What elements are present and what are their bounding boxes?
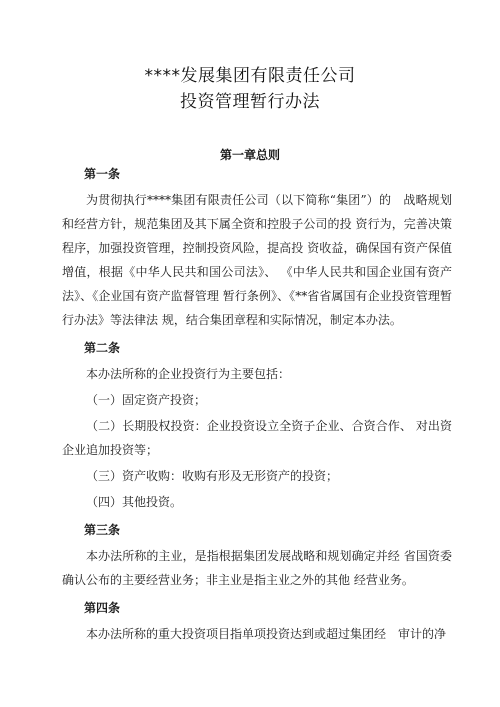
article-2-item-3: （三）资产收购：收购有形及无形资产的投资； bbox=[86, 469, 339, 483]
title-company-line: ****发展集团有限责任公司 bbox=[144, 66, 356, 86]
article-3-heading: 第三条 bbox=[84, 523, 121, 537]
article-2-intro: 本办法所称的企业投资行为主要包括： bbox=[86, 367, 291, 381]
article-2-item-1: （一）固定资产投资； bbox=[86, 393, 207, 407]
chapter-heading: 第一章总则 bbox=[219, 148, 280, 162]
article-3-paragraph: 本办法所称的主业，是指根据集团发展战略和规划确定并经 省国资委确认公布的主要经营业务；非主业是指主业之外的其他 经营业务。 bbox=[62, 549, 452, 587]
title-regulation-line: 投资管理暂行办法 bbox=[180, 92, 320, 112]
article-1-paragraph: 为贯彻执行****集团有限责任公司（以下简称“集团”）的 战略规划和经营方针，规范集团及其下属全资和控股子公司的投 资行为，完善决策程序，加强投资管理，控制投资风险，提高投 资收益，确保国有资产保值增值，根据《中华人民共和国公司法》、 《中华人民共和国企业国有资产法》、《企业国有资产监督管理 暂行条例》、《**省省属国有企业投资管理暂行办法》等法律法 规，结合集团章程和实际情况，制定本办法。 bbox=[62, 193, 452, 327]
article-4-heading: 第四条 bbox=[84, 601, 121, 615]
document-title bbox=[0, 63, 500, 115]
article-2-item-4: （四）其他投资。 bbox=[86, 495, 183, 509]
document-body bbox=[62, 158, 452, 646]
article-1-heading: 第一条 bbox=[84, 167, 121, 181]
article-2-item-2: （二）长期股权投资：企业投资设立全资子企业、合资合作、 对出资企业追加投资等； bbox=[62, 419, 452, 457]
article-4-paragraph: 本办法所称的重大投资项目指单项投资达到或超过集团经 审计的净 bbox=[86, 627, 447, 641]
article-2-heading: 第二条 bbox=[84, 341, 121, 355]
